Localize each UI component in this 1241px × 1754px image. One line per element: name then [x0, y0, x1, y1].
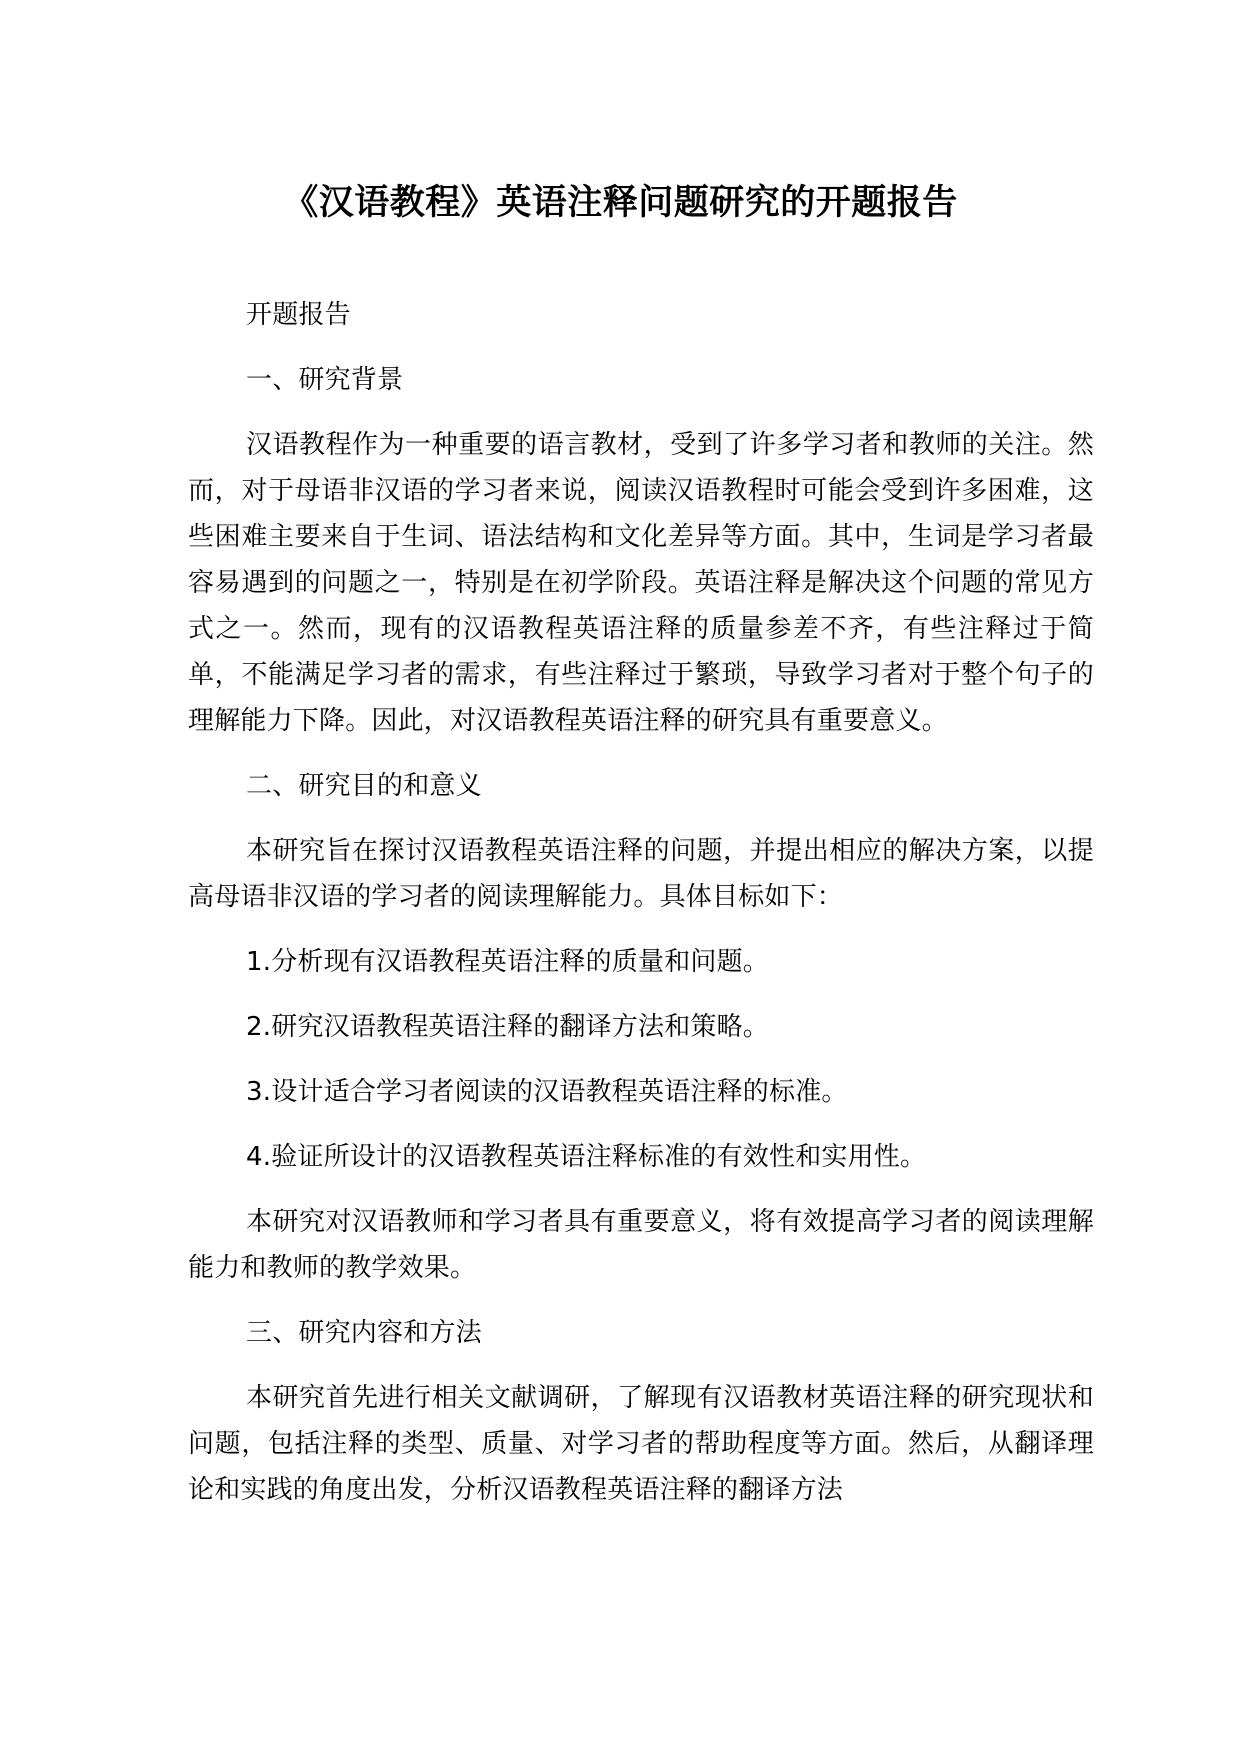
paragraph-background: 汉语教程作为一种重要的语言教材，受到了许多学习者和教师的关注。然而，对于母语非汉语的学习者来说，阅读汉语教程时可能会受到许多困难，这些困难主要来自于生词、语法结构和文化差异等方面。其中，生词是学习者最容易遇到的问题之一，特别是在初学阶段。英语注释是解决这个问题的常见方式之一。然而，现有的汉语教程英语注释的质量参差不齐，有些注释过于简单，不能满足学习者的需求，有些注释过于繁琐，导致学习者对于整个句子的理解能力下降。因此，对汉语教程英语注释的研究具有重要意义。 — [188, 430, 1094, 736]
list-item-goal-1: 1.分析现有汉语教程英语注释的质量和问题。 — [246, 947, 770, 977]
list-item-goal-2: 2.研究汉语教程英语注释的翻译方法和策略。 — [246, 1012, 770, 1042]
document-body — [188, 292, 1094, 1532]
list-item-goal-4: 4.验证所设计的汉语教程英语注释标准的有效性和实用性。 — [246, 1142, 927, 1172]
list-item-goal-3: 3.设计适合学习者阅读的汉语教程英语注释的标准。 — [246, 1077, 848, 1107]
paragraph-content-methods: 本研究首先进行相关文献调研，了解现有汉语教材英语注释的研究现状和问题，包括注释的类型、质量、对学习者的帮助程度等方面。然后，从翻译理论和实践的角度出发，分析汉语教程英语注释的翻译方法 — [188, 1383, 1094, 1505]
section-heading-content-methods: 三、研究内容和方法 — [246, 1318, 482, 1348]
paragraph-significance: 本研究对汉语教师和学习者具有重要意义，将有效提高学习者的阅读理解能力和教师的教学效果。 — [188, 1207, 1094, 1283]
section-heading-background: 一、研究背景 — [246, 365, 404, 395]
paragraph-purpose: 本研究旨在探讨汉语教程英语注释的问题，并提出相应的解决方案，以提高母语非汉语的学习者的阅读理解能力。具体目标如下： — [188, 836, 1094, 912]
document-title: 《汉语教程》英语注释问题研究的开题报告 — [283, 183, 958, 223]
section-heading-purpose: 二、研究目的和意义 — [246, 771, 482, 801]
section-label: 开题报告 — [246, 300, 351, 330]
